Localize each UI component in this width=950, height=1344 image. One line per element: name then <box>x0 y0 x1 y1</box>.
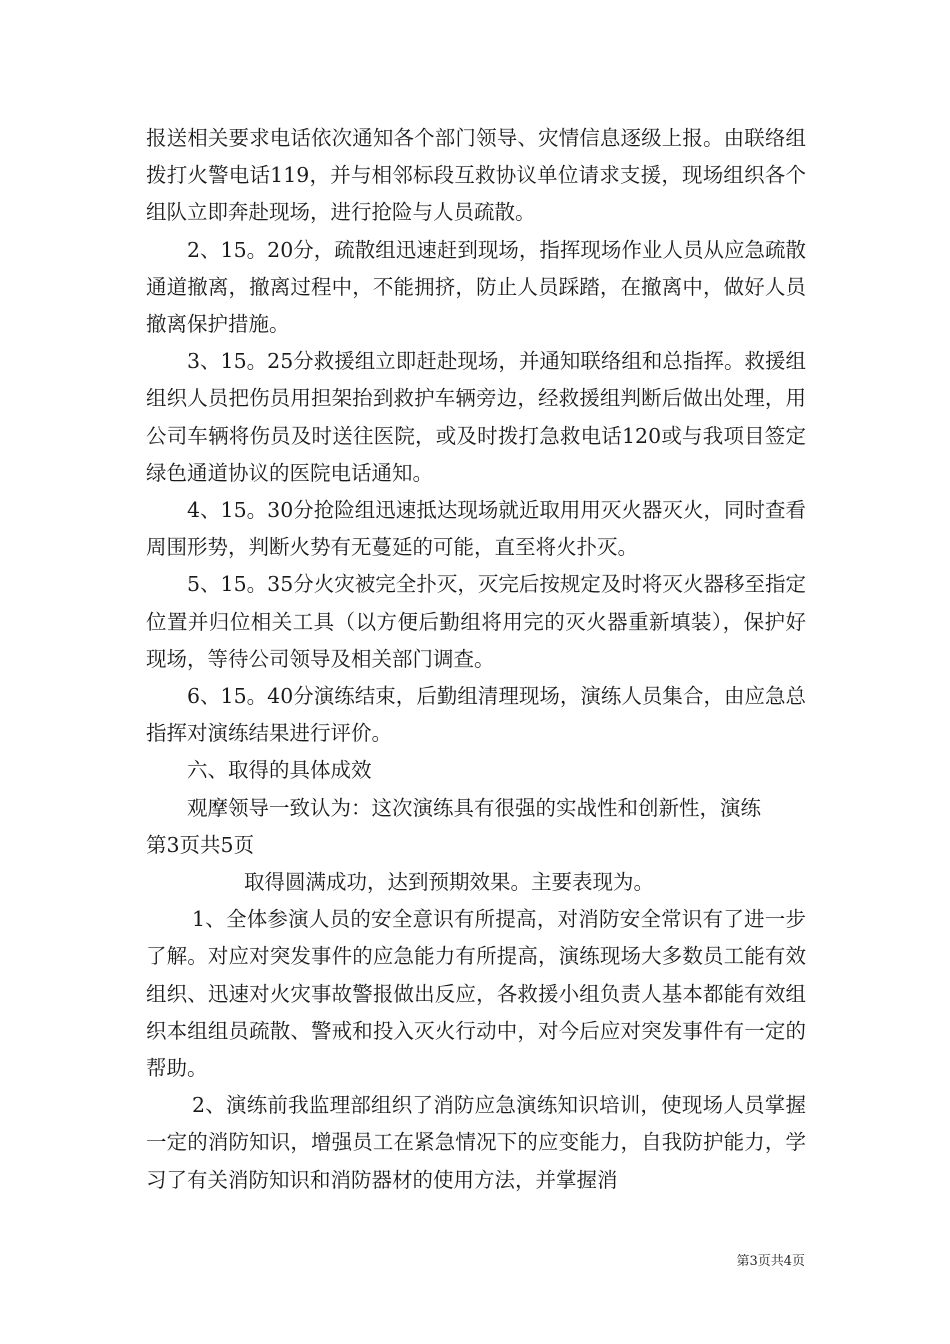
paragraph-step-3: 3、15。25分救援组立即赶赴现场，并通知联络组和总指挥。救援组组织人员把伤员用担架抬到救护车辆旁边，经救援组判断后做出处理，用公司车辆将伤员及时送往医院，或及时拨打急救电话120或与我项目签定绿色通道协议的医院电话通知。 <box>146 349 806 485</box>
paragraph-step-5: 5、15。35分火灾被完全扑灭，灭完后按规定及时将灭火器移至指定位置并归位相关工具（以方便后勤组将用完的灭火器重新填装），保护好现场，等待公司领导及相关部门调查。 <box>146 572 806 671</box>
inline-page-marker: 第3页共5页 <box>146 832 255 857</box>
page-footer: 第3页共4页 <box>736 1254 805 1269</box>
document-body <box>146 120 806 1199</box>
paragraph-report-contact: 报送相关要求电话依次通知各个部门领导、灾情信息逐级上报。由联络组拨打火警电话119，并与相邻标段互救协议单位请求支援，现场组织各个组队立即奔赴现场，进行抢险与人员疏散。 <box>146 126 806 225</box>
paragraph-step-2: 2、15。20分，疏散组迅速赶到现场，指挥现场作业人员从应急疏散通道撤离，撤离过程中，不能拥挤，防止人员踩踏，在撤离中，做好人员撤离保护措施。 <box>146 237 806 337</box>
paragraph-result-1: 1、全体参演人员的安全意识有所提高，对消防安全常识有了进一步了解。对应对突发事件的应急能力有所提高，演练现场大多数员工能有效组织、迅速对火灾事故警报做出反应，各救援小组负责人基本都能有效组织本组组员疏散、警戒和投入灭火行动中，对今后应对突发事件有一定的帮助。 <box>146 907 806 1081</box>
paragraph-success-summary: 取得圆满成功，达到预期效果。主要表现为。 <box>244 870 654 895</box>
paragraph-step-4: 4、15。30分抢险组迅速抵达现场就近取用用灭火器灭火，同时查看周围形势，判断火势有无蔓延的可能，直至将火扑灭。 <box>146 498 806 560</box>
paragraph-leaders-opinion: 观摩领导一致认为：这次演练具有很强的实战性和创新性，演练 <box>187 795 761 820</box>
section-heading-results: 六、取得的具体成效 <box>187 758 372 783</box>
paragraph-step-6: 6、15。40分演练结束，后勤组清理现场，演练人员集合，由应急总指挥对演练结果进行评价。 <box>146 684 806 746</box>
paragraph-result-2: 2、演练前我监理部组织了消防应急演练知识培训，使现场人员掌握一定的消防知识，增强员工在紧急情况下的应变能力，自我防护能力，学习了有关消防知识和消防器材的使用方法，并掌握消 <box>146 1093 806 1192</box>
